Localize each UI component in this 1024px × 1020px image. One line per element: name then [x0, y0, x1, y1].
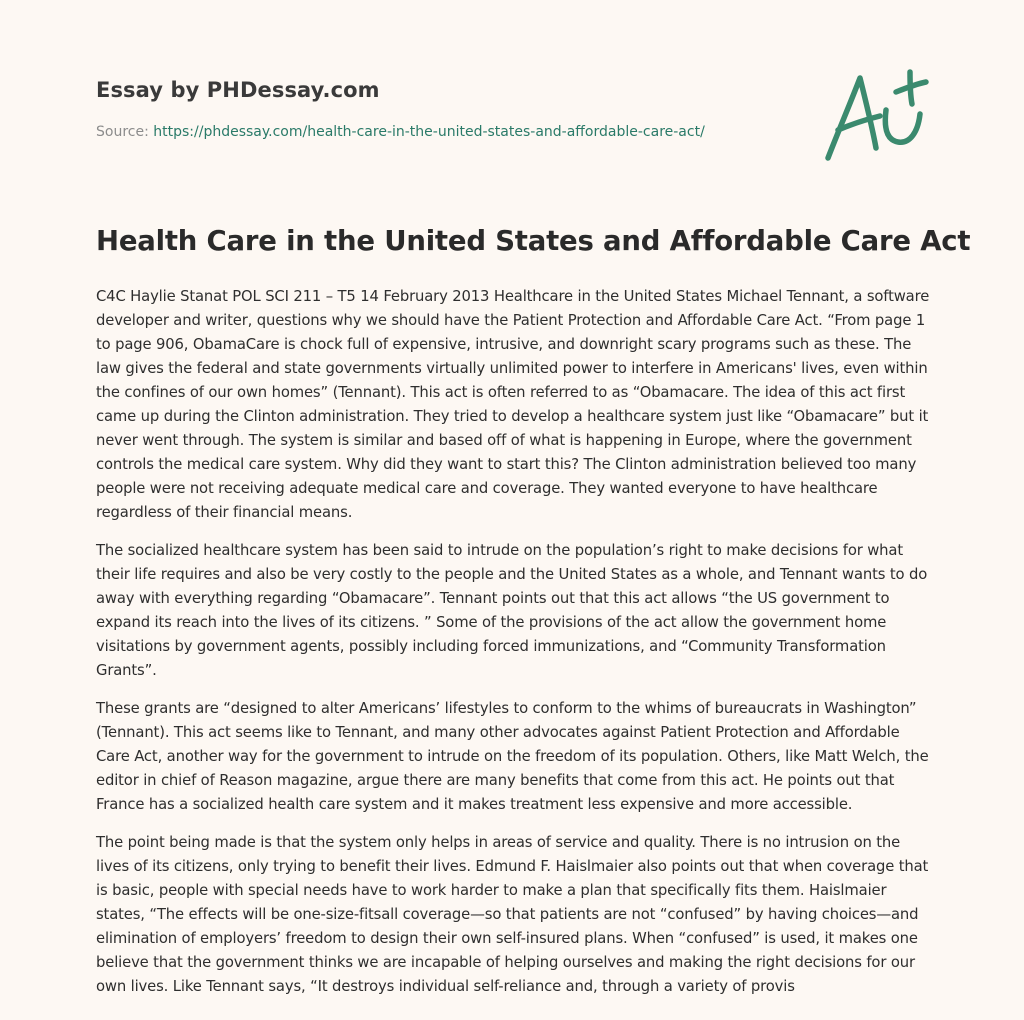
- essay-paragraph: C4C Haylie Stanat POL SCI 211 – T5 14 February 2013 Healthcare in the United States Michael Tennant, a software developer and writer, questions why we should have the Patient Protection and Affordable Care Act. “From page 1 to page 906, ObamaCare is chock full of expensive, intrusive, and downright scary programs such as these. The law gives the federal and state governments virtually unlimited power to interfere in Americans' lives, even within the confines of our own homes” (Tennant). This act is often referred to as “Obamacare. The idea of this act first came up during the Clinton administration. They tried to develop a healthcare system just like “Obamacare” but it never went through. The system is similar and based off of what is happening in Europe, where the government controls the medical care system. Why did they want to start this? The Clinton administration believed too many people were not receiving adequate medical care and coverage. They wanted everyone to have healthcare regardless of their financial means.: [96, 288, 930, 521]
- essay-body: [96, 285, 930, 1013]
- site-brand: Essay by PHDessay.com: [96, 78, 380, 102]
- essay-paragraph: The socialized healthcare system has been said to intrude on the population’s right to make decisions for what their life requires and also be very costly to the people and the United States as a whole, and Tennant wants to do away with everything regarding “Obamacare”. Tennant points out that this act allows “the US government to expand its reach into the lives of its citizens. ” Some of the provisions of the act allow the government home visitations by government agents, possibly including forced immunizations, and “Community Transformation Grants”.: [96, 542, 928, 679]
- source-line: [96, 124, 705, 140]
- a-plus-grade-icon: [818, 66, 930, 166]
- essay-paragraph: The point being made is that the system only helps in areas of service and quality. There is no intrusion on the lives of its citizens, only trying to benefit their lives. Edmund F. Haislmaier also points out that when coverage that is basic, people with special needs have to work harder to make a plan that specifically fits them. Haislmaier states, “The effects will be one-size-fitsall coverage—so that patients are not “confused” by having choices—and elimination of employers’ freedom to design their own self-insured plans. When “confused” is used, it makes one believe that the government thinks we are incapable of helping ourselves and making the right decisions for our own lives. Like Tennant says, “It destroys individual self-reliance and, through a variety of provis: [96, 834, 929, 995]
- essay-paragraph: These grants are “designed to alter Americans’ lifestyles to conform to the whims of bureaucrats in Washington” (Tennant). This act seems like to Tennant, and many other advocates against Patient Protection and Affordable Care Act, another way for the government to intrude on the freedom of its population. Others, like Matt Welch, the editor in chief of Reason magazine, argue there are many benefits that come from this act. He points out that France has a socialized health care system and it makes treatment less expensive and more accessible.: [96, 700, 929, 813]
- source-label: Source:: [96, 124, 154, 140]
- essay-title: Health Care in the United States and Affordable Care Act: [96, 225, 971, 257]
- source-link[interactable]: https://phdessay.com/health-care-in-the-united-states-and-affordable-care-act/: [153, 124, 705, 140]
